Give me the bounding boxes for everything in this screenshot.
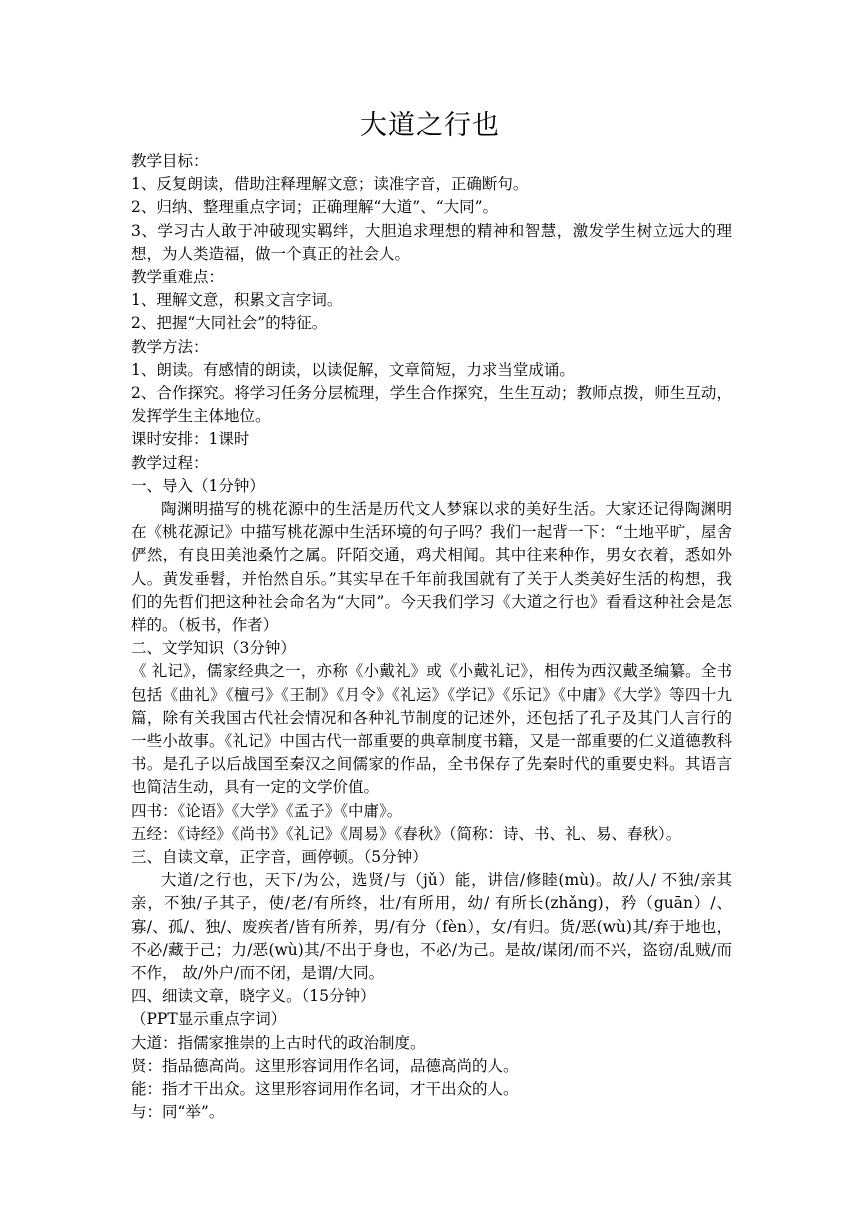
four-books-line: 四书：《论语》《大学》《孟子》《中庸》。 [131,801,403,820]
five-classics-line: 五经：《诗经》《尚书》《礼记》《周易》《春秋》（简称：诗、书、礼、易、春秋）。 [131,824,682,843]
section-heading: 一、导入（1分钟） [131,476,265,495]
methods-heading: 教学方法： [131,337,209,356]
reading-text-paragraph: 大道/之行也，天下/为公，选贤/与（jǔ）能，讲信/修睦(mù)。故/人/ 不独/亲其亲，不独/子其子，使/老/有所终，壮/有所用，幼/ 有所长(zhǎng)，矜（guān）/、寡/、孤/、独/、废疾者/皆有所养，男/有分（fèn），女/有归。货/恶(wù)其/弃于地也，不必/藏于己；力/恶(wù)其/不出于身也，不必/为己。是故/谋闭/而不兴，盗窃/乱贼/而不作， 故/外户/而不闭，是谓/大同。 [131,871,732,982]
key-points-heading: 教学重难点： [131,268,225,286]
liji-paragraph: 《 礼记》，儒家经典之一，亦称《小戴礼》或《小戴礼记》，相传为西汉戴圣编纂。全书包括《曲礼》《檀弓》《王制》《月令》《礼运》《学记》《乐记》《中庸》《大学》等四十九篇，除有关我国古代社会情况和各种礼节制度的记述外，还包括了孔子及其门人言行的一些小故事。《礼记》中国古代一部重要的典章制度书籍，又是一部重要的仁义道德教科书。是孔子以后战国至秦汉之间儒家的作品，全书保存了先秦时代的重要史料。其语言也简洁生动，具有一定的文学价值。 [131,662,732,797]
method-item: 1、朗读。有感情的朗读，以读促解，文章简短，力求当堂成诵。 [131,360,575,379]
objective-item: 1、反复朗读，借助注释理解文意；读准字音，正确断句。 [131,175,529,194]
document-body [131,150,732,1124]
section-heading: 三、自读文章，正字音，画停顿。（5分钟） [131,847,428,866]
objective-item: 3、学习古人敢于冲破现实羁绊，大胆追求理想的精神和智慧，激发学生树立远大的理想，为人类造福，做一个真正的社会人。 [131,221,732,263]
key-point-item: 2、把握“大同社会”的特征。 [131,314,328,333]
glossary-item: 与：同“举”。 [131,1103,225,1122]
glossary-item: 能：指才干出众。这里形容词用作名词，才干出众的人。 [131,1079,519,1098]
section-heading: 二、文学知识（3分钟） [131,639,296,658]
glossary-item: 贤：指品德高尚。这里形容词用作名词，品德高尚的人。 [131,1056,519,1075]
process-heading: 教学过程： [131,453,209,472]
objective-item: 2、归纳、整理重点字词；正确理解“大道”、“大同”。 [131,198,499,217]
ppt-note: （PPT显示重点字词） [131,1010,287,1029]
schedule-line: 课时安排：1课时 [131,430,250,449]
document-title: 大道之行也 [360,110,500,141]
section-heading: 四、细读文章，晓字义。（15分钟） [131,987,376,1006]
key-point-item: 1、理解文意，积累文言字词。 [131,291,343,310]
glossary-item: 大道：指儒家推崇的上古时代的政治制度。 [131,1033,426,1052]
intro-paragraph: 陶渊明描写的桃花源中的生活是历代文人梦寐以求的美好生活。大家还记得陶渊明在《桃花源记》中描写桃花源中生活环境的句子吗？我们一起背一下：“土地平旷，屋舍俨然，有良田美池桑竹之属。阡陌交通，鸡犬相闻。其中往来种作，男女衣着，悉如外人。黄发垂髫，并怡然自乐。”其实早在千年前我国就有了关于人类美好生活的构想，我们的先哲们把这种社会命名为“大同”。今天我们学习《大道之行也》看看这种社会是怎样的。（板书，作者） [131,499,732,634]
method-item: 2、合作探究。将学习任务分层梳理，学生合作探究，生生互动；教师点拨，师生互动，发挥学生主体地位。 [131,383,732,426]
objectives-heading: 教学目标： [131,152,209,170]
